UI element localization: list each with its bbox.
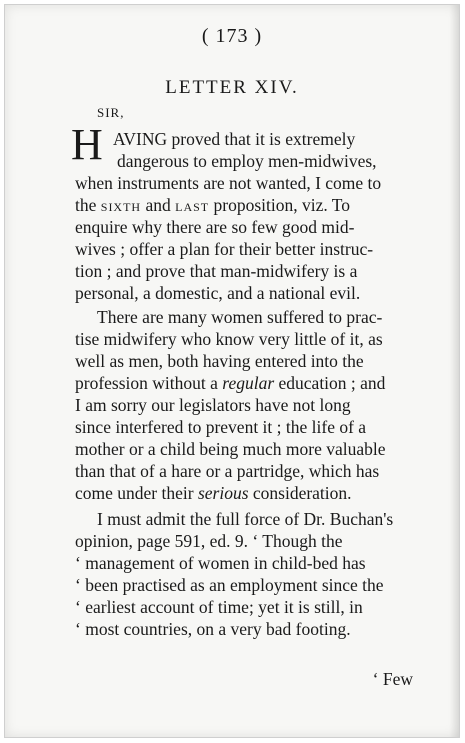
text-line: well as men, both having entered into the [75, 351, 364, 371]
text-line: dangerous to employ men-midwives, [117, 151, 377, 171]
text-line: AVING proved that it is extremely [113, 129, 356, 149]
text-line: personal, a domestic, and a national evil. [75, 283, 361, 303]
text-line: come under their serious consideration. [75, 483, 352, 503]
text-line: ‘ been practised as an employment since the [75, 575, 384, 595]
text-line: than that of a hare or a partridge, which has [75, 461, 380, 481]
book-page [4, 4, 460, 738]
text-line: tise midwifery who know very little of it, as [75, 329, 383, 349]
text-line: the SIXTH and LAST proposition, viz. To [75, 195, 351, 215]
salutation: SIR, [97, 105, 125, 120]
text-line: ‘ earliest account of time; yet it is still, in [75, 597, 363, 617]
text-line: mother or a child being much more valuable [75, 439, 386, 459]
text-line: There are many women suffered to prac- [97, 307, 383, 327]
text-line: when instruments are not wanted, I come to [75, 173, 382, 193]
letter-title: LETTER XIV. [165, 77, 299, 98]
text-line: opinion, page 591, ed. 9. ‘ Though the [75, 531, 343, 551]
page-edge-shadow [449, 5, 459, 737]
text-line: profession without a regular education ; and [75, 373, 386, 393]
text-line: I am sorry our legislators have not long [75, 395, 351, 415]
drop-cap: H [71, 120, 103, 169]
text-line: wives ; offer a plan for their better instruc- [75, 239, 374, 259]
text-line: since interfered to prevent it ; the life of a [75, 417, 367, 437]
text-line: tion ; and prove that man-midwifery is a [75, 261, 358, 281]
text-line: ‘ most countries, on a very bad footing. [75, 619, 351, 639]
catchword: ‘ Few [372, 669, 413, 689]
page-number: ( 173 ) [201, 25, 263, 47]
text-line: enquire why there are so few good mid- [75, 217, 355, 237]
text-line: I must admit the full force of Dr. Buchan's [97, 509, 394, 529]
text-line: ‘ management of women in child-bed has [75, 553, 366, 573]
